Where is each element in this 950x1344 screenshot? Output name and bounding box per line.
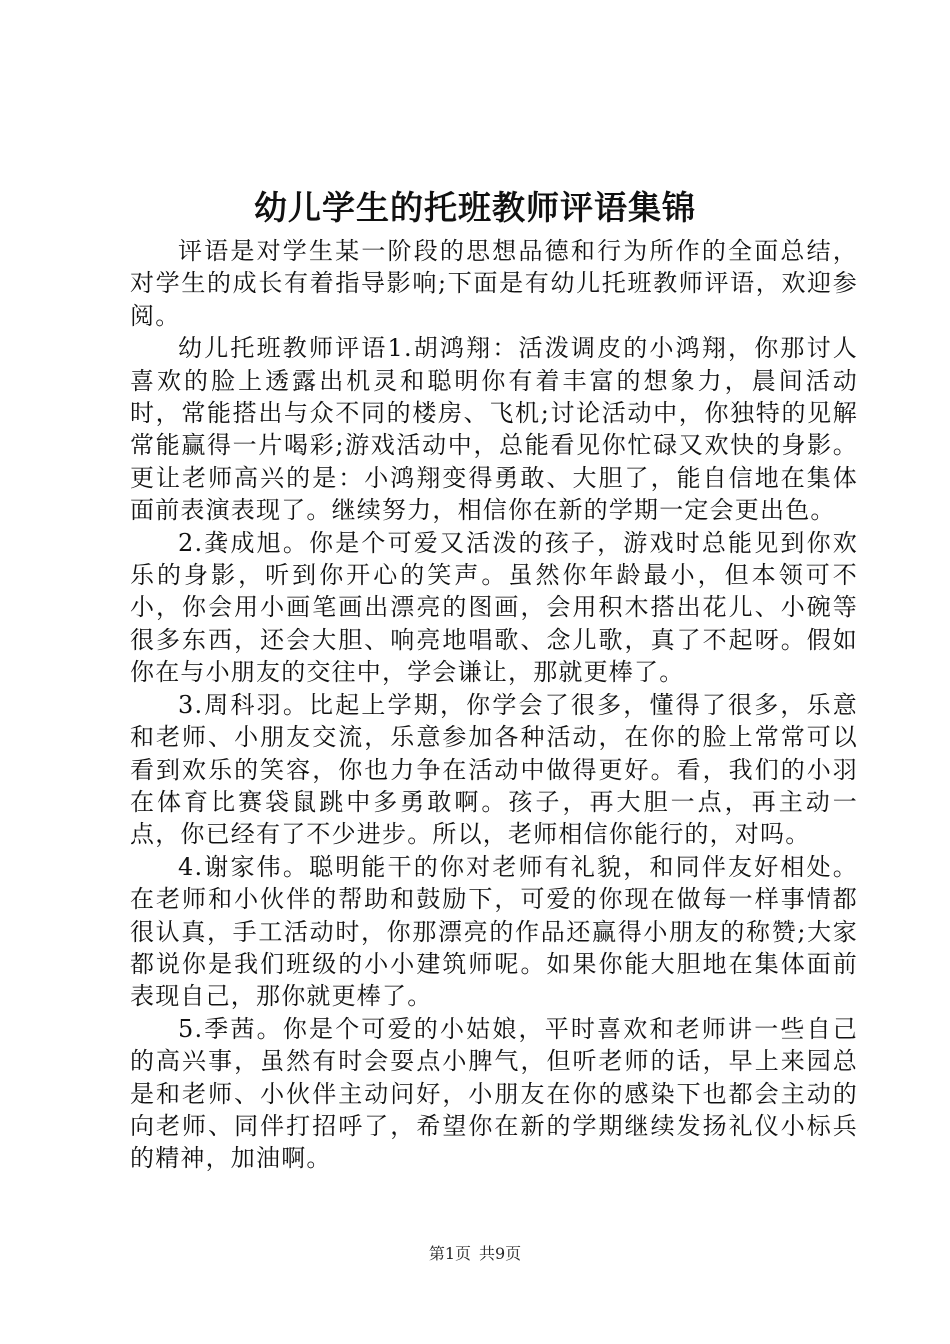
comment-paragraph-1: 幼儿托班教师评语1.胡鸿翔：活泼调皮的小鸿翔，你那讨人喜欢的脸上透露出机灵和聪明你有着丰富的想象力，晨间活动时，常能搭出与众不同的楼房、飞机;讨论活动中，你独特的见解常能赢得一片喝彩;游戏活动中，总能看见你忙碌又欢快的身影。更让老师高兴的是：小鸿翔变得勇敢、大胆了，能自信地在集体面前表演表现了。继续努力，相信你在新的学期一定会更出色。: [130, 334, 858, 525]
comment-paragraph-3: 3.周科羽。比起上学期，你学会了很多，懂得了很多，乐意和老师、小朋友交流，乐意参加各种活动，在你的脸上常常可以看到欢乐的笑容，你也力争在活动中做得更好。看，我们的小羽在体育比赛袋鼠跳中多勇敢啊。孩子，再大胆一点，再主动一点，你已经有了不少进步。所以，老师相信你能行的，对吗。: [130, 690, 858, 849]
intro-paragraph: 评语是对学生某一阶段的思想品德和行为所作的全面总结，对学生的成长有着指导影响;下面是有幼儿托班教师评语，欢迎参阅。: [130, 237, 858, 330]
comment-paragraph-4: 4.谢家伟。聪明能干的你对老师有礼貌，和同伴友好相处。在老师和小伙伴的帮助和鼓励下，可爱的你现在做每一样事情都很认真，手工活动时，你那漂亮的作品还赢得小朋友的称赞;大家都说你是我们班级的小小建筑师呢。如果你能大胆地在集体面前表现自己，那你就更棒了。: [130, 852, 858, 1011]
comment-paragraph-5: 5.季茜。你是个可爱的小姑娘，平时喜欢和老师讲一些自己的高兴事，虽然有时会耍点小脾气，但听老师的话，早上来园总是和老师、小伙伴主动问好，小朋友在你的感染下也都会主动的向老师、同伴打招呼了，希望你在新的学期继续发扬礼仪小标兵的精神，加油啊。: [130, 1014, 858, 1173]
page-number: 第1页: [428, 1244, 471, 1263]
document-body: [130, 235, 858, 1175]
page-total: 共9页: [479, 1244, 522, 1263]
document-title: 幼儿学生的托班教师评语集锦: [254, 188, 696, 227]
page-footer: [0, 1244, 950, 1264]
comment-paragraph-2: 2.龚成旭。你是个可爱又活泼的孩子，游戏时总能见到你欢乐的身影，听到你开心的笑声。虽然你年龄最小，但本领可不小，你会用小画笔画出漂亮的图画，会用积木搭出花儿、小碗等很多东西，还会大胆、响亮地唱歌、念儿歌，真了不起呀。假如你在与小朋友的交往中，学会谦让，那就更棒了。: [130, 528, 858, 687]
